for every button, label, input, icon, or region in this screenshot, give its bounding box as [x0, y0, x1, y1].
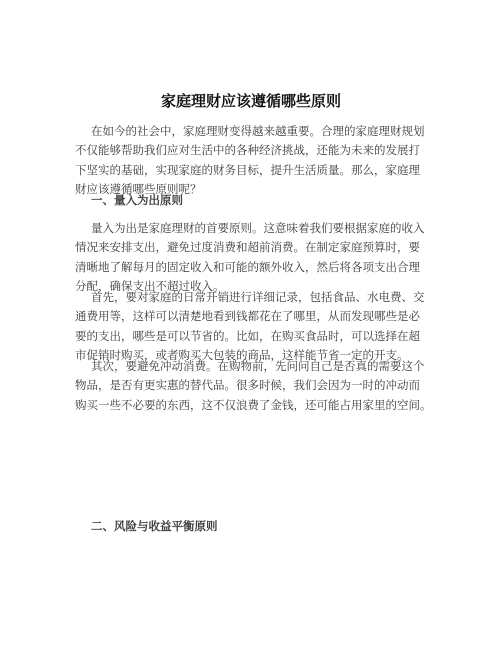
section1-paragraph-1 — [75, 219, 455, 297]
text-line: 首先，要对家庭的日常开销进行详细记录，包括食品、水电费、交 — [91, 290, 425, 304]
text-line: 下坚实的基础，实现家庭的财务目标，提升生活质量。那么，家庭理 — [75, 162, 420, 177]
text-line: 市促销时购买，或者购买大包装的商品，这样能节省一定的开支。 — [75, 348, 409, 363]
text-line: 清晰地了解每月的固定收入和可能的额外收入，然后将各项支出合理 — [75, 259, 420, 274]
intro-paragraph — [75, 122, 455, 200]
section1-paragraph-2 — [75, 288, 455, 366]
page-title: 家庭理财应该遵循哪些原则 — [160, 92, 341, 110]
text-line: 通费用等，这样可以清楚地看到钱都花在了哪里，从而发现哪些是必 — [75, 309, 420, 324]
section-heading-2: 二、风险与收益平衡原则 — [91, 519, 218, 533]
text-line: 财应该遵循哪些原则呢？ — [75, 182, 202, 197]
text-line: 物品，是否有更实惠的替代品。很多时候，我们会因为一时的冲动而 — [75, 378, 420, 393]
text-line: 分配，确保支出不超过收入。 — [75, 279, 225, 294]
text-line: 购买一些不必要的东西，这不仅浪费了金钱，还可能占用家里的空间。 — [75, 397, 432, 412]
text-line: 在如今的社会中，家庭理财变得越来越重要。合理的家庭理财规划 — [91, 124, 425, 138]
section1-paragraph-3 — [75, 357, 455, 415]
text-line: 其次，要避免冲动消费。在购物前，先问问自己是否真的需要这个 — [91, 359, 425, 373]
text-line: 情况来安排支出，避免过度消费和超前消费。在制定家庭预算时，要 — [75, 240, 420, 255]
text-line: 不仅能够帮助我们应对生活中的各种经济挑战，还能为未来的发展打 — [75, 143, 420, 158]
section-heading-1: 一、量入为出原则 — [91, 193, 183, 207]
text-line: 量入为出是家庭理财的首要原则。这意味着我们要根据家庭的收入 — [91, 221, 425, 235]
text-line: 要的支出，哪些是可以节省的。比如，在购买食品时，可以选择在超 — [75, 328, 420, 343]
